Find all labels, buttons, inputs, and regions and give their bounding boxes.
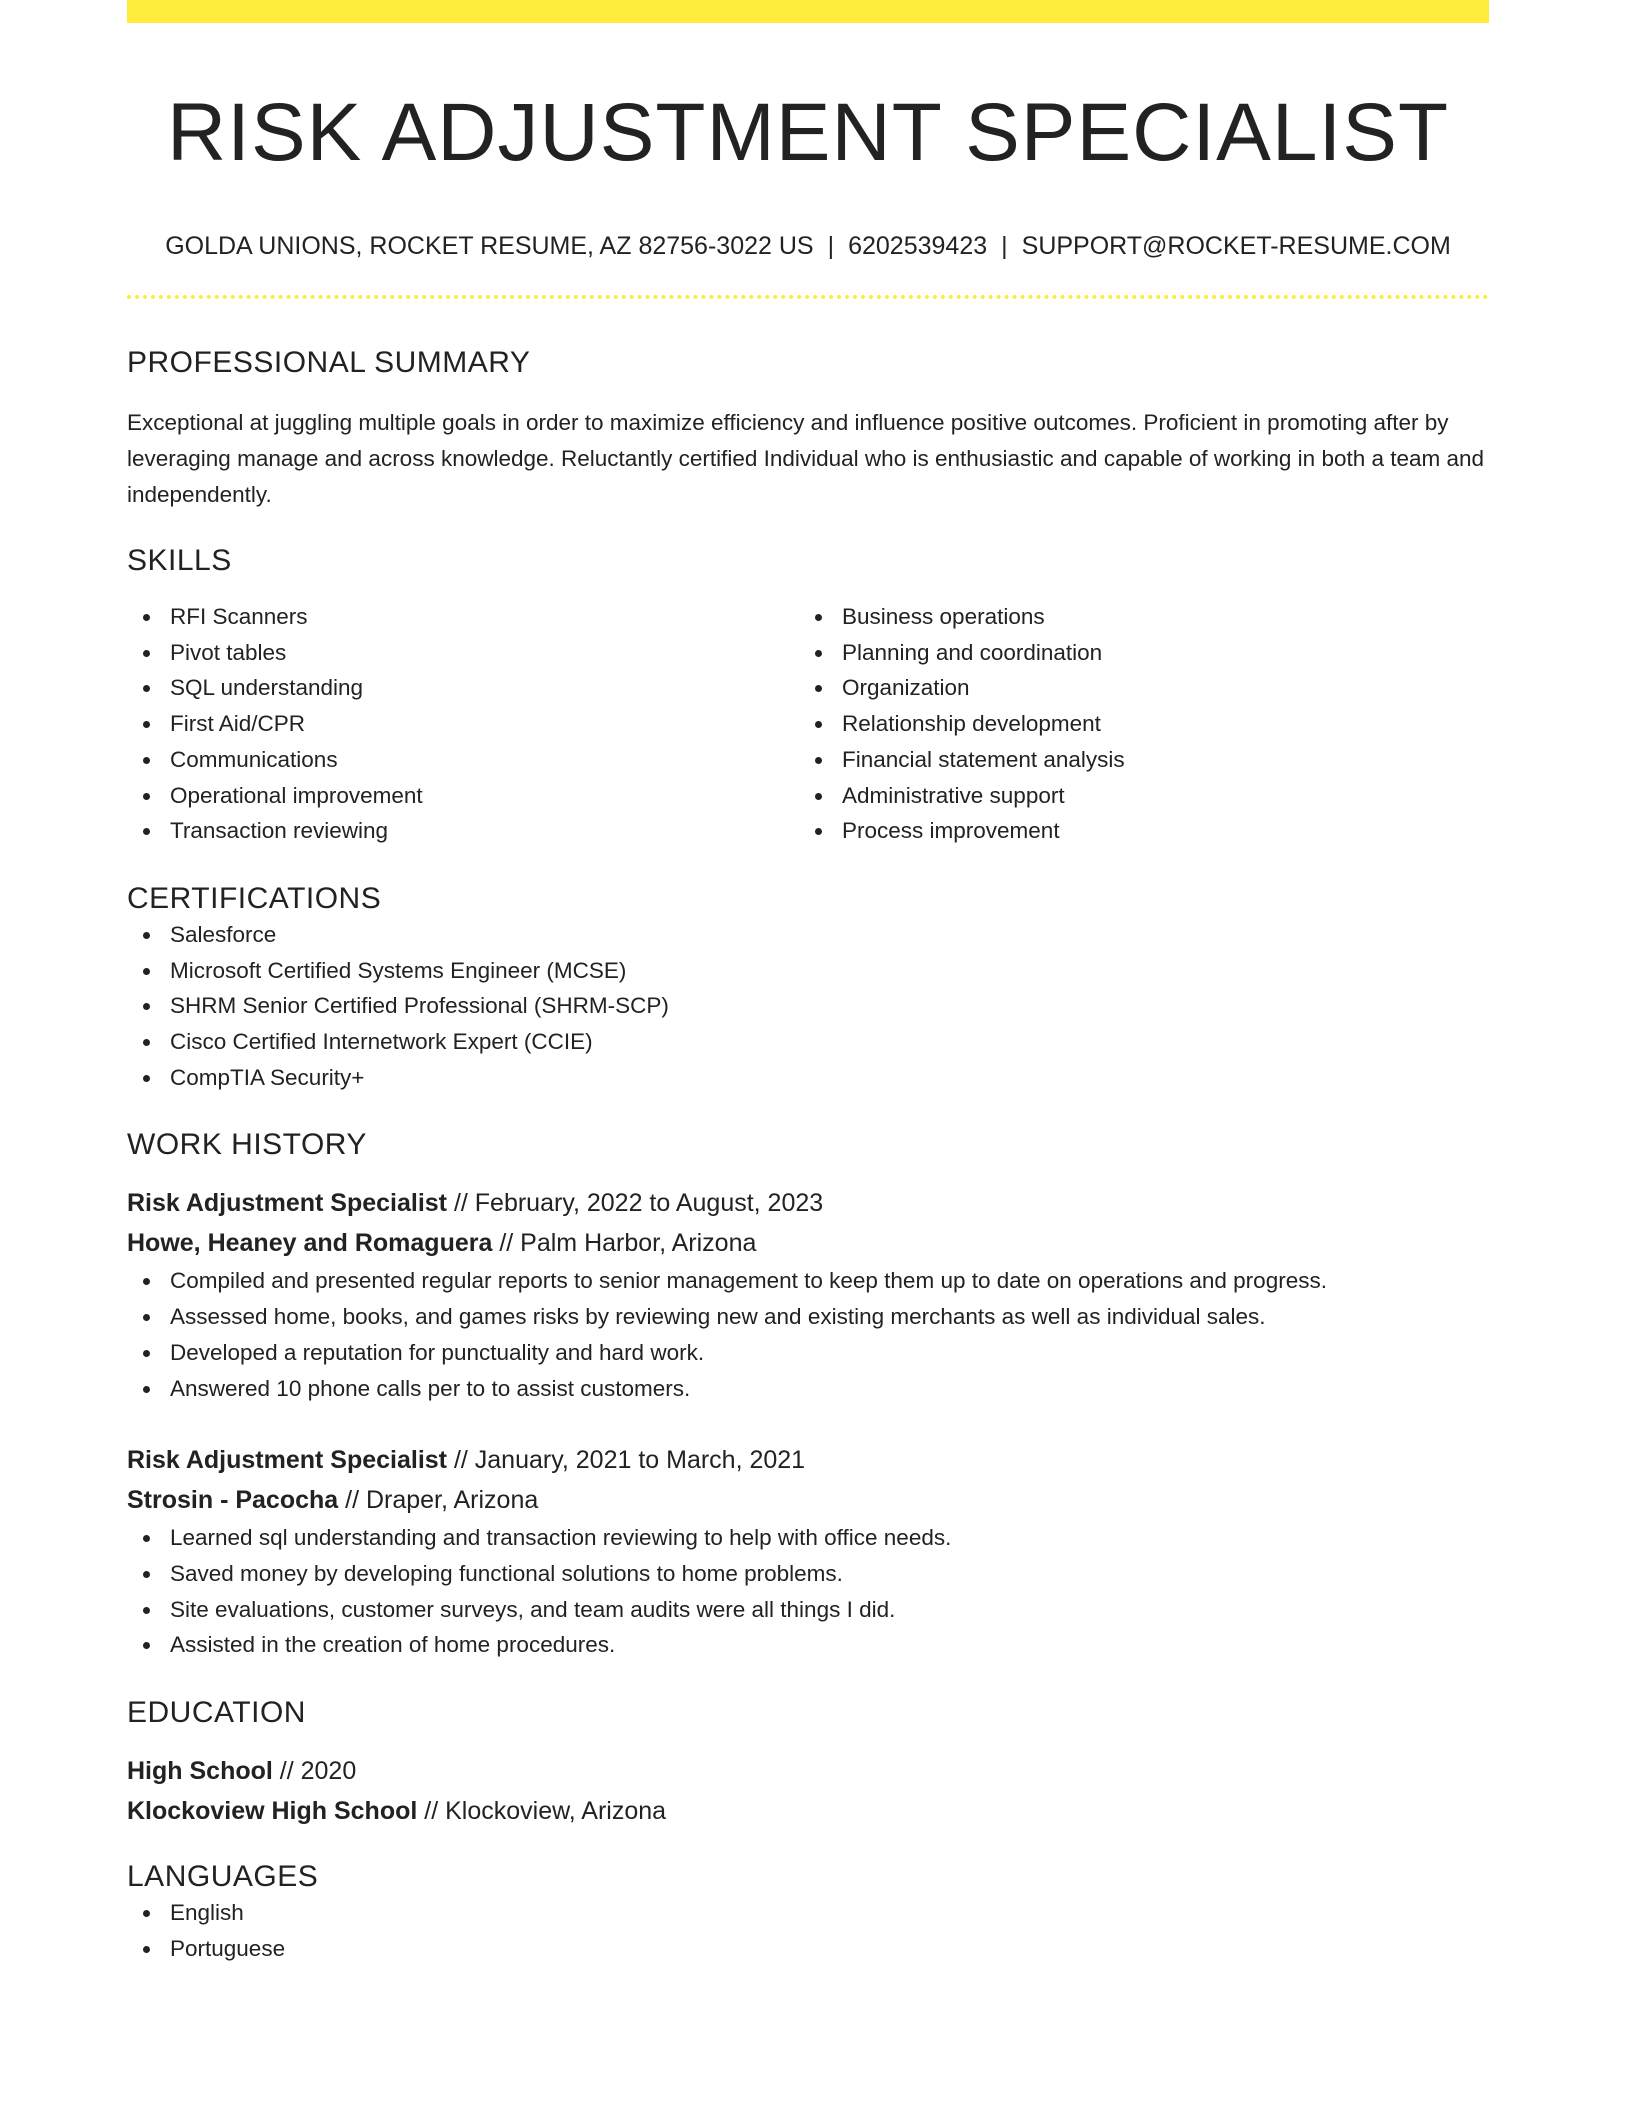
job-role: Risk Adjustment Specialist <box>127 1189 447 1218</box>
skills-column-right <box>799 599 1471 849</box>
list-item: Learned sql understanding and transaction reviewing to help with office needs. <box>127 1520 1489 1556</box>
job-location: // Palm Harbor, Arizona <box>492 1229 757 1258</box>
contact-separator: | <box>1001 232 1008 260</box>
list-item: Site evaluations, customer surveys, and team audits were all things I did. <box>127 1592 1489 1628</box>
list-item: Administrative support <box>799 778 1471 814</box>
education-school: Klockoview High School <box>127 1797 418 1826</box>
summary-text: Exceptional at juggling multiple goals in order to maximize efficiency and influence positive outcomes. Proficient in promoting after by leveraging manage and across knowledge. Reluctantly certified Individual who is enthusiastic and capable of working in both a team and independently. <box>127 410 1485 507</box>
job-company: Howe, Heaney and Romaguera <box>127 1229 493 1258</box>
list-item: Pivot tables <box>127 635 799 671</box>
list-item: Communications <box>127 742 799 778</box>
job-entry <box>127 1440 1489 1663</box>
job-dates: // January, 2021 to March, 2021 <box>447 1446 806 1475</box>
contact-phone: 6202539423 <box>848 232 988 260</box>
skills-list-right <box>799 599 1471 849</box>
job-title-line <box>127 1440 1489 1480</box>
contact-email: SUPPORT@ROCKET-RESUME.COM <box>1021 232 1451 260</box>
job-bullets <box>127 1520 1489 1663</box>
languages-heading: LANGUAGES <box>127 1860 319 1894</box>
list-item: Assisted in the creation of home procedures. <box>127 1627 1489 1663</box>
list-item: Financial statement analysis <box>799 742 1471 778</box>
list-item: Portuguese <box>127 1931 1489 1967</box>
skills-columns <box>127 599 1489 849</box>
job-dates: // February, 2022 to August, 2023 <box>447 1189 824 1218</box>
list-item: CompTIA Security+ <box>127 1060 1489 1096</box>
job-location: // Draper, Arizona <box>338 1486 539 1515</box>
list-item: Cisco Certified Internetwork Expert (CCIE) <box>127 1024 1489 1060</box>
list-item: Assessed home, books, and games risks by reviewing new and existing merchants as well as individual sales. <box>127 1299 1489 1335</box>
list-item: Microsoft Certified Systems Engineer (MCSE) <box>127 953 1489 989</box>
contact-address: GOLDA UNIONS, ROCKET RESUME, AZ 82756-3022 US <box>165 232 814 260</box>
job-company-line <box>127 1223 1489 1263</box>
list-item: Answered 10 phone calls per to to assist customers. <box>127 1371 1489 1407</box>
list-item: Planning and coordination <box>799 635 1471 671</box>
skills-heading: SKILLS <box>127 544 232 577</box>
certifications-list <box>127 917 1489 1096</box>
job-bullets <box>127 1263 1489 1406</box>
resume-name: RISK ADJUSTMENT SPECIALIST <box>166 87 1450 178</box>
list-item: RFI Scanners <box>127 599 799 635</box>
certifications-heading: CERTIFICATIONS <box>127 881 382 915</box>
skills-column-left <box>127 599 799 849</box>
top-accent-bar <box>127 0 1489 23</box>
job-entry <box>127 1183 1489 1406</box>
education-heading: EDUCATION <box>127 1696 306 1730</box>
summary-heading: PROFESSIONAL SUMMARY <box>127 346 531 379</box>
list-item: Transaction reviewing <box>127 813 799 849</box>
list-item: First Aid/CPR <box>127 706 799 742</box>
list-item: English <box>127 1895 1489 1931</box>
work-history-heading: WORK HISTORY <box>127 1128 367 1162</box>
list-item: SQL understanding <box>127 670 799 706</box>
list-item: SHRM Senior Certified Professional (SHRM-SCP) <box>127 988 1489 1024</box>
education-degree: High School <box>127 1757 273 1786</box>
list-item: Relationship development <box>799 706 1471 742</box>
education-school-line <box>127 1791 1489 1831</box>
list-item: Saved money by developing functional solutions to home problems. <box>127 1556 1489 1592</box>
list-item: Operational improvement <box>127 778 799 814</box>
list-item: Compiled and presented regular reports to senior management to keep them up to date on operations and progress. <box>127 1263 1489 1299</box>
contact-line <box>127 231 1489 261</box>
job-company: Strosin - Pacocha <box>127 1486 339 1515</box>
list-item: Salesforce <box>127 917 1489 953</box>
list-item: Organization <box>799 670 1471 706</box>
list-item: Business operations <box>799 599 1471 635</box>
education-degree-line <box>127 1751 1489 1791</box>
job-role: Risk Adjustment Specialist <box>127 1446 447 1475</box>
list-item: Process improvement <box>799 813 1471 849</box>
education-year: // 2020 <box>272 1757 357 1786</box>
list-item: Developed a reputation for punctuality and hard work. <box>127 1335 1489 1371</box>
dotted-divider <box>127 295 1489 299</box>
job-company-line <box>127 1480 1489 1520</box>
languages-list <box>127 1895 1489 1966</box>
skills-list-left <box>127 599 799 849</box>
education-location: // Klockoview, Arizona <box>417 1797 667 1826</box>
job-title-line <box>127 1183 1489 1223</box>
resume-page <box>127 0 1489 1966</box>
contact-separator: | <box>827 232 835 260</box>
